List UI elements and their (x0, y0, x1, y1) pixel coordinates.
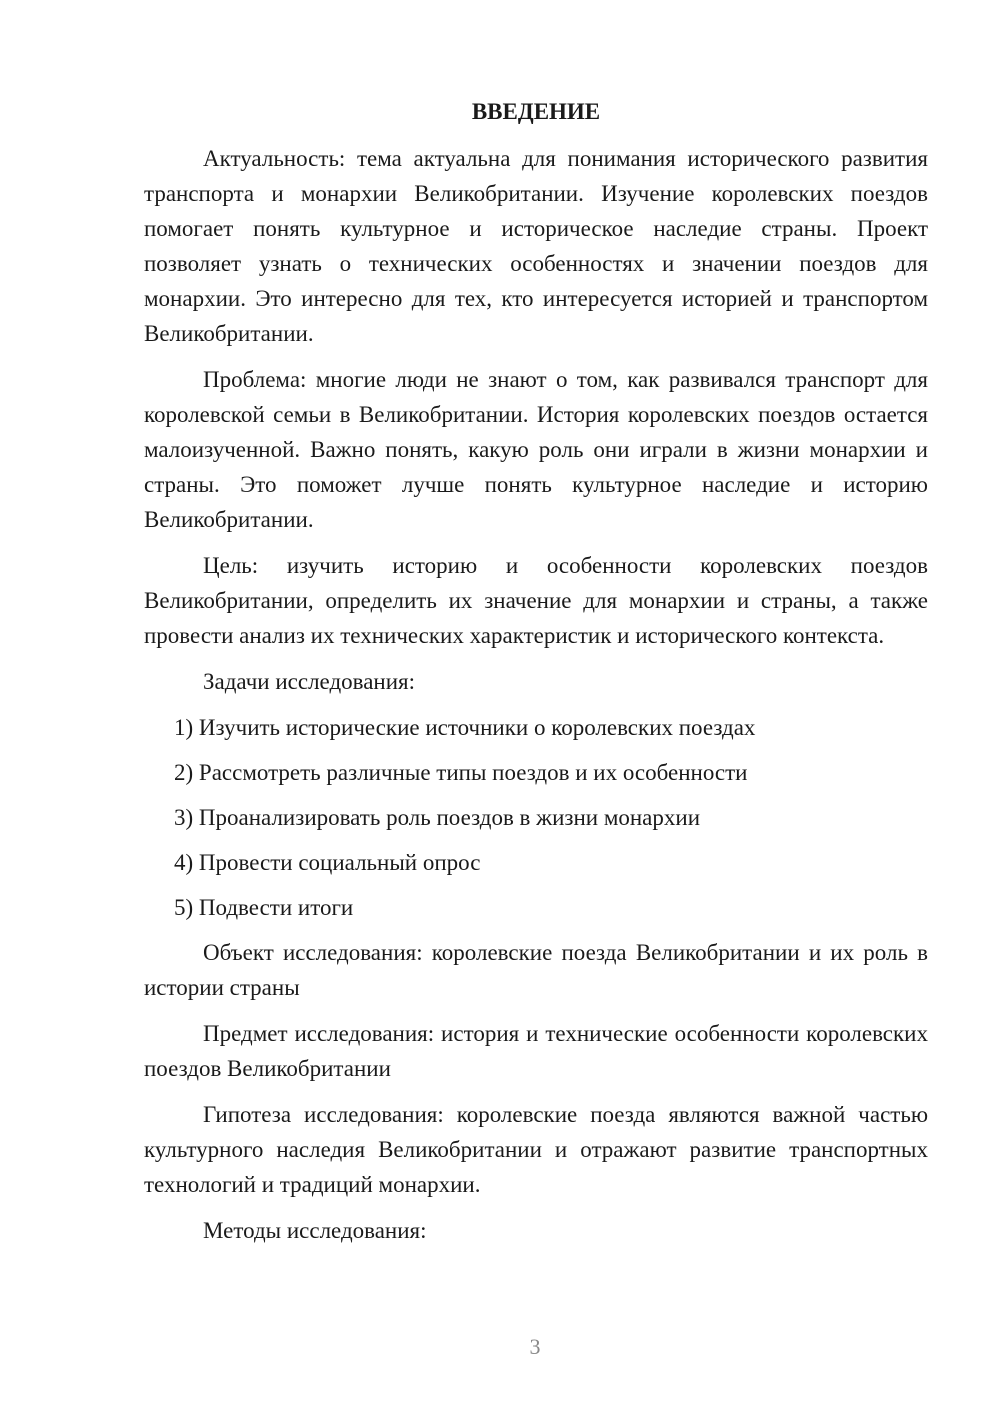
relevance-paragraph: Актуальность: тема актуальна для понимания исторического развития транспорта и монархии Великобритании. Изучение королевских поездов помогает понять культурное и историческое наследие страны. Проект позволяет узнать о технических особенностях и значении поездов для монархии. Это интересно для тех, кто интересуется историей и транспортом Великобритании. (144, 146, 928, 346)
goal-paragraph: Цель: изучить историю и особенности королевских поездов Великобритании, определить их значение для монархии и страны, а также провести анализ их технических характеристик и исторического контекста. (144, 553, 928, 648)
page-content (144, 94, 928, 1259)
task-item-1: 1) Изучить исторические источники о королевских поездах (174, 715, 756, 740)
task-item-4: 4) Провести социальный опрос (174, 850, 481, 875)
tasks-list (144, 710, 928, 925)
subject-paragraph: Предмет исследования: история и технические особенности королевских поездов Великобритании (144, 1021, 928, 1081)
task-item-2: 2) Рассмотреть различные типы поездов и их особенности (174, 760, 748, 785)
tasks-heading: Задачи исследования: (203, 669, 416, 694)
page-number: 3 (529, 1334, 541, 1359)
task-item-3: 3) Проанализировать роль поездов в жизни монархии (174, 805, 701, 830)
task-item-5: 5) Подвести итоги (174, 895, 354, 920)
problem-paragraph: Проблема: многие люди не знают о том, как развивался транспорт для королевской семьи в Великобритании. История королевских поездов остается малоизученной. Важно понять, какую роль они играли в жизни монархии и страны. Это поможет лучше понять культурное наследие и историю Великобритании. (144, 367, 928, 532)
methods-heading: Методы исследования: (203, 1218, 427, 1243)
section-title: ВВЕДЕНИЕ (471, 99, 601, 124)
hypothesis-paragraph: Гипотеза исследования: королевские поезда являются важной частью культурного наследия Великобритании и отражают развитие транспортных технологий и традиций монархии. (144, 1102, 928, 1197)
object-paragraph: Объект исследования: королевские поезда Великобритании и их роль в истории страны (144, 940, 928, 1000)
